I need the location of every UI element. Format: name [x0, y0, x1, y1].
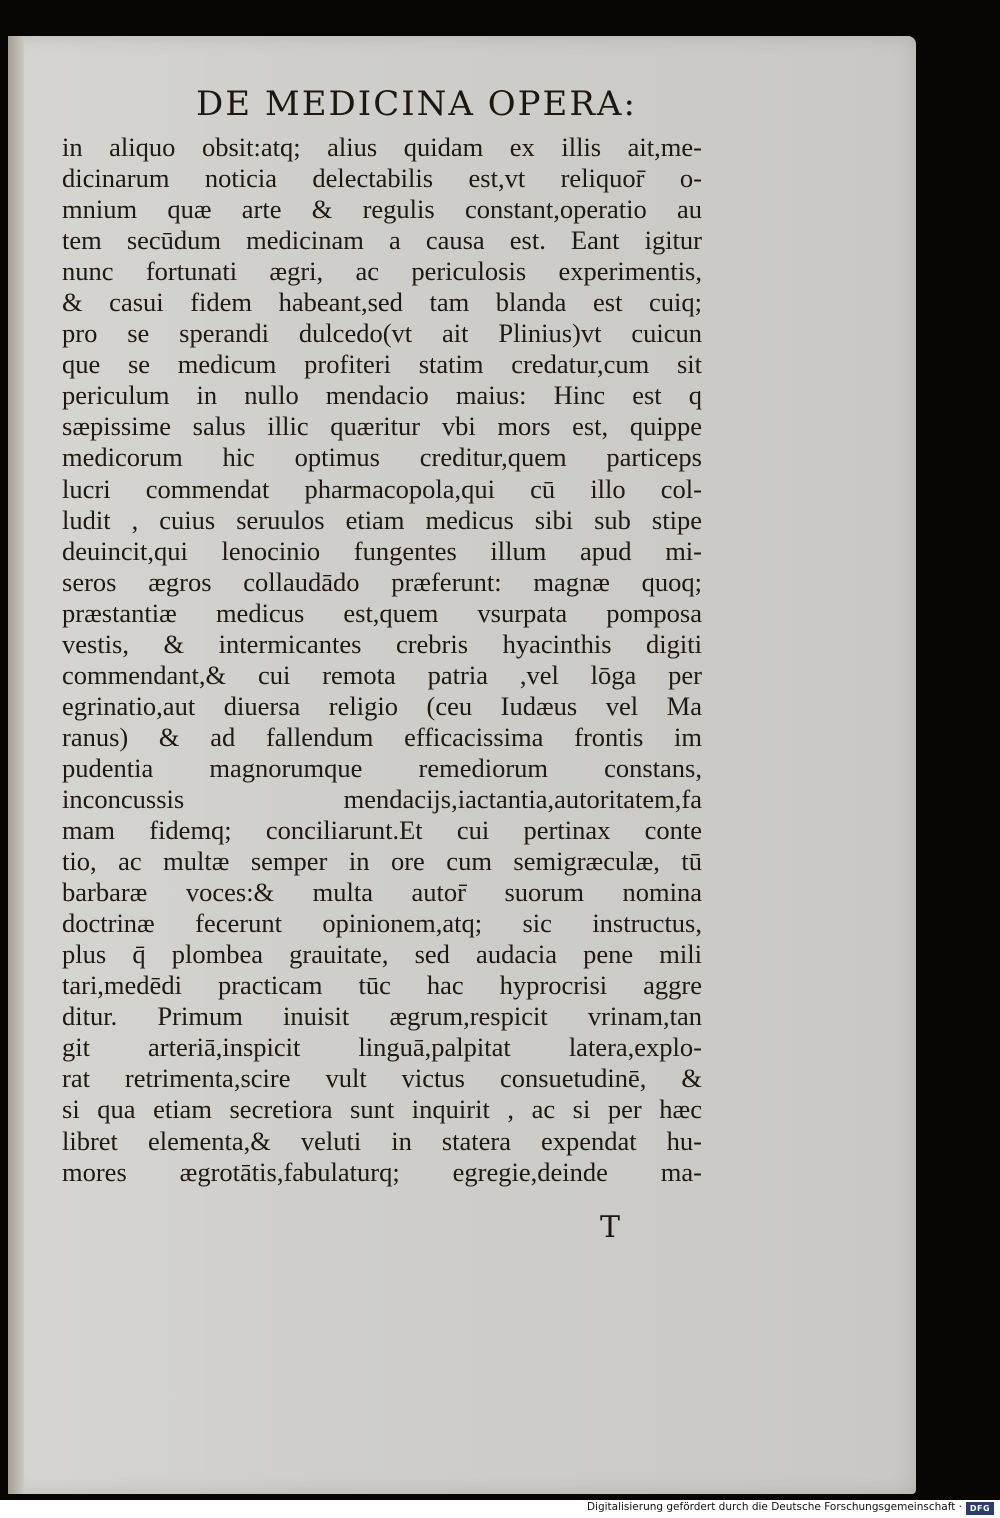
text-line: inconcussis mendacijs,iactantia,autoritatem,fa: [62, 783, 702, 814]
text-line: dicinarum noticia delectabilis est,vt reliquor̄ o-: [62, 163, 702, 194]
text-line: periculum in nullo mendacio maius: Hinc est q: [62, 380, 702, 411]
text-line: si qua etiam secretiora sunt inquirit , ac si per hæc: [62, 1094, 702, 1125]
text-line: tem secūdum medicinam a causa est. Eant igitur: [62, 225, 702, 256]
text-line: lucri commendat pharmacopola,qui cū illo col-: [62, 473, 702, 504]
footer-bar: [0, 1500, 1000, 1518]
text-line: mnium quæ arte & regulis constant,operatio au: [62, 194, 702, 225]
text-line: medicorum hic optimus creditur,quem particeps: [62, 442, 702, 473]
body-text: [62, 132, 702, 1188]
text-line: tio, ac multæ semper in ore cum semigræculæ, tū: [62, 846, 702, 877]
text-line: & casui fidem habeant,sed tam blanda est cuiq;: [62, 287, 702, 318]
text-line: seros ægros collaudādo præferunt: magnæ quoq;: [62, 566, 702, 597]
text-line: libret elementa,& veluti in statera expendat hu-: [62, 1125, 702, 1156]
text-line: plus q̄ plombea grauitate, sed audacia pene mili: [62, 939, 702, 970]
text-line: sæpissime salus illic quæritur vbi mors est, quippe: [62, 411, 702, 442]
text-line: ranus) & ad fallendum efficacissima frontis im: [62, 721, 702, 752]
text-line: commendant,& cui remota patria ,vel lōga per: [62, 659, 702, 690]
text-line: in aliquo obsit:atq; alius quidam ex illis ait,me-: [62, 132, 702, 162]
text-line: pudentia magnorumque remediorum constans,: [62, 752, 702, 783]
text-line: doctrinæ fecerunt opinionem,atq; sic instructus,: [62, 908, 702, 939]
dfg-logo: DFG: [966, 1502, 994, 1515]
text-line: rat retrimenta,scire vult victus consuetudinē, &: [62, 1063, 702, 1094]
text-line: nunc fortunati ægri, ac periculosis experimentis,: [62, 256, 702, 287]
text-line: pro se sperandi dulcedo(vt ait Plinius)vt cuicun: [62, 318, 702, 349]
text-line: præstantiæ medicus est,quem vsurpata pomposa: [62, 597, 702, 628]
text-line: egrinatio,aut diuersa religio (ceu Iudæus vel Ma: [62, 690, 702, 721]
text-line: ludit , cuius seruulos etiam medicus sibi sub stipe: [62, 504, 702, 535]
text-line: ditur. Primum inuisit ægrum,respicit vrinam,tan: [62, 1001, 702, 1032]
text-line: mam fidemq; conciliarunt.Et cui pertinax conte: [62, 815, 702, 846]
text-line: mores ægrotātis,fabulaturq; egregie,deinde ma-: [62, 1156, 702, 1187]
text-line: git arteriā,inspicit linguā,palpitat latera,explo-: [62, 1032, 702, 1063]
page-gutter: [8, 36, 24, 1494]
funding-credit: Digitalisierung gefördert durch die Deutsche Forschungsgemeinschaft ·: [586, 1501, 962, 1513]
text-line: tari,medēdi practicam tūc hac hyprocrisi aggre: [62, 970, 702, 1001]
text-line: vestis, & intermicantes crebris hyacinthis digiti: [62, 628, 702, 659]
text-line: que se medicum profiteri statim credatur,cum sit: [62, 349, 702, 380]
signature-mark: T: [600, 1210, 621, 1245]
running-head: DE MEDICINA OPERA:: [196, 84, 637, 124]
text-line: deuincit,qui lenocinio fungentes illum apud mi-: [62, 535, 702, 566]
text-line: barbaræ voces:& multa autor̄ suorum nomina: [62, 877, 702, 908]
